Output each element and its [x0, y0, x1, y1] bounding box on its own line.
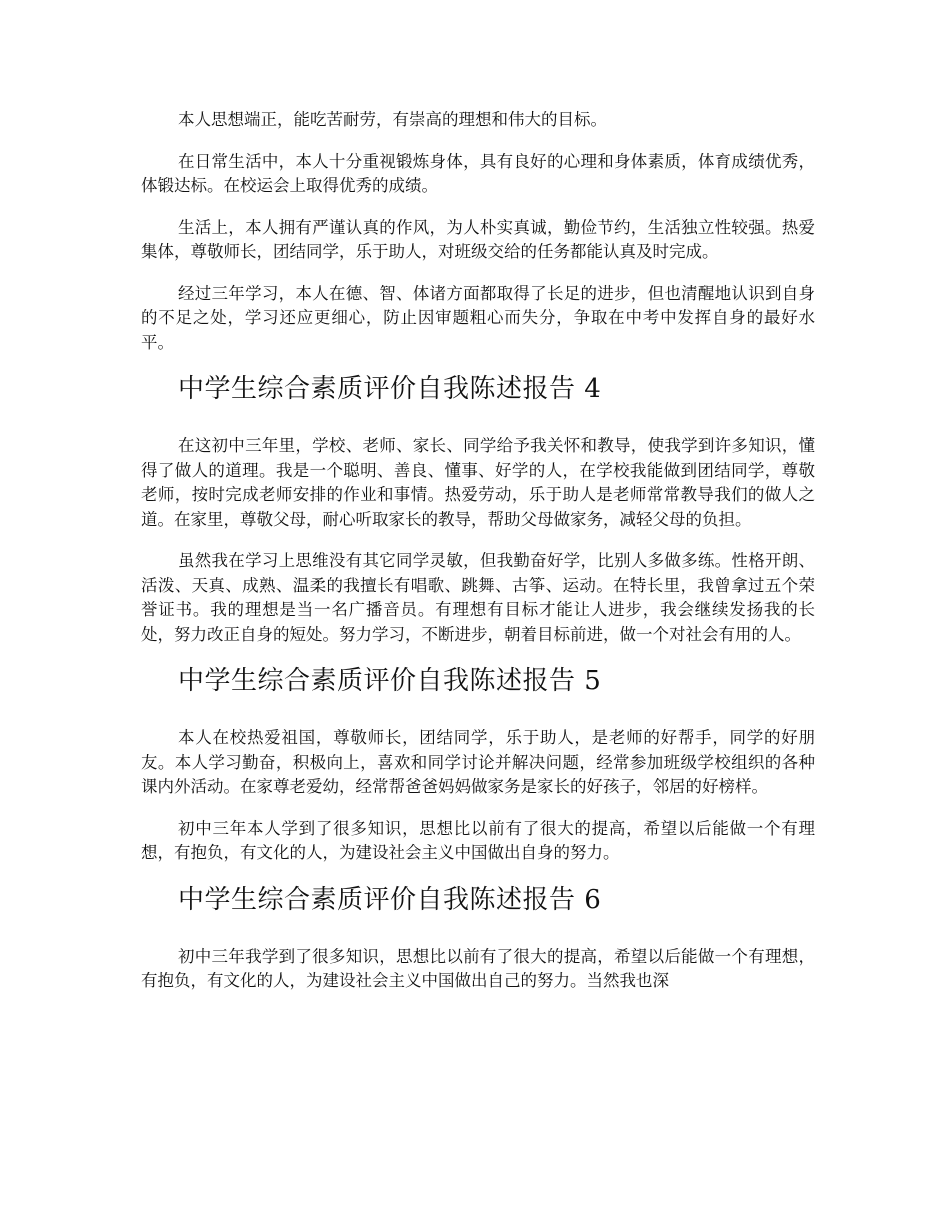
- paragraph: 生活上，本人拥有严谨认真的作风，为人朴实真诚，勤俭节约，生活独立性较强。热爱集体，尊敬师长，团结同学，乐于助人，对班级交给的任务都能认真及时完成。: [141, 217, 815, 261]
- section-heading-6: 中学生综合素质评价自我陈述报告 6: [178, 884, 602, 915]
- paragraph: 在日常生活中，本人十分重视锻炼身体，具有良好的心理和身体素质，体育成绩优秀，体锻达标。在校运会上取得优秀的成绩。: [141, 151, 815, 195]
- paragraph: 经过三年学习，本人在德、智、体诸方面都取得了长足的进步，但也清醒地认识到自身的不足之处，学习还应更细心，防止因审题粗心而失分，争取在中考中发挥自身的最好水平。: [141, 283, 815, 352]
- paragraph: 本人在校热爱祖国，尊敬师长，团结同学，乐于助人，是老师的好帮手，同学的好朋友。本人学习勤奋，积极向上，喜欢和同学讨论并解决问题，经常参加班级学校组织的各种课内外活动。在家尊老爱幼，经常帮爸爸妈妈做家务是家长的好孩子，邻居的好榜样。: [141, 728, 815, 796]
- section-heading-5: 中学生综合素质评价自我陈述报告 5: [178, 666, 602, 696]
- paragraph: 初中三年我学到了很多知识，思想比以前有了很大的提高，希望以后能做一个有理想，有抱负，有文化的人，为建设社会主义中国做出自己的努力。当然我也深: [141, 946, 815, 990]
- document-page: [141, 108, 815, 1011]
- paragraph: 初中三年本人学到了很多知识，思想比以前有了很大的提高，希望以后能做一个有理想，有抱负，有文化的人，为建设社会主义中国做出自身的努力。: [141, 818, 815, 862]
- paragraph: 本人思想端正，能吃苦耐劳，有崇高的理想和伟大的目标。: [178, 110, 607, 129]
- paragraph: 在这初中三年里，学校、老师、家长、同学给予我关怀和教导，使我学到许多知识，懂得了做人的道理。我是一个聪明、善良、懂事、好学的人，在学校我能做到团结同学，尊敬老师，按时完成老师安排的作业和事情。热爱劳动，乐于助人是老师常常教导我们的做人之道。在家里，尊敬父母，耐心听取家长的教导，帮助父母做家务，减轻父母的负担。: [141, 436, 815, 529]
- section-heading-4: 中学生综合素质评价自我陈述报告 4: [178, 374, 602, 404]
- paragraph: 虽然我在学习上思维没有其它同学灵敏，但我勤奋好学，比别人多做多练。性格开朗、活泼、天真、成熟、温柔的我擅长有唱歌、跳舞、古筝、运动。在特长里，我曾拿过五个荣誉证书。我的理想是当一名广播音员。有理想有目标才能让人进步，我会继续发扬我的长处，努力改正自身的短处。努力学习，不断进步，朝着目标前进，做一个对社会有用的人。: [141, 551, 815, 644]
